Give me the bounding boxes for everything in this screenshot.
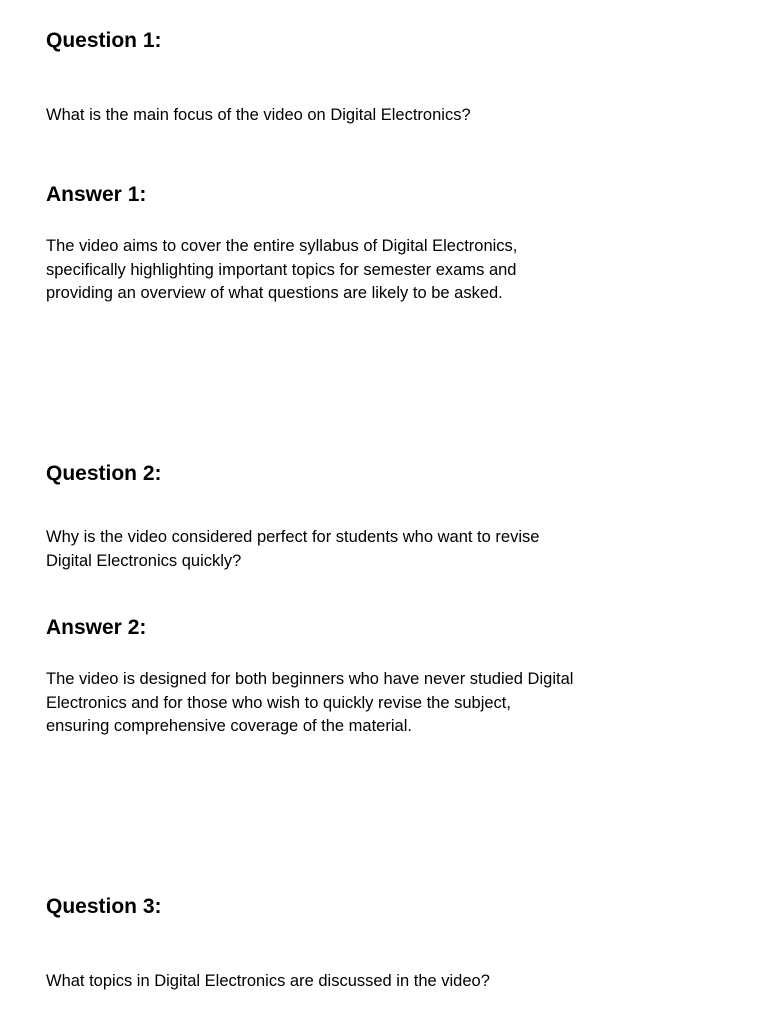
answer-2-line: The video is designed for both beginners who have never studied Digital (46, 670, 574, 688)
question-1-line: What is the main focus of the video on Digital Electronics? (46, 106, 471, 124)
answer-1-text (46, 235, 646, 306)
question-2-text (46, 526, 646, 573)
question-2-heading: Question 2: (46, 462, 162, 485)
answer-1-heading: Answer 1: (46, 183, 147, 206)
question-2-line: Why is the video considered perfect for students who want to revise (46, 528, 540, 546)
question-2-line: Digital Electronics quickly? (46, 551, 242, 570)
answer-2-text (46, 668, 646, 739)
answer-1-line: specifically highlighting important topics for semester exams and (46, 260, 517, 279)
answer-1-line: The video aims to cover the entire syllabus of Digital Electronics, (46, 237, 518, 255)
question-3-heading: Question 3: (46, 895, 162, 918)
answer-2-heading: Answer 2: (46, 616, 147, 639)
question-1-heading: Question 1: (46, 29, 162, 52)
answer-1-line: providing an overview of what questions are likely to be asked. (46, 284, 503, 302)
question-3-line: What topics in Digital Electronics are discussed in the video? (46, 972, 490, 990)
question-3-text (46, 970, 646, 994)
answer-2-line: Electronics and for those who wish to quickly revise the subject, (46, 693, 511, 712)
question-1-text (46, 104, 646, 128)
answer-2-line: ensuring comprehensive coverage of the material. (46, 717, 412, 735)
